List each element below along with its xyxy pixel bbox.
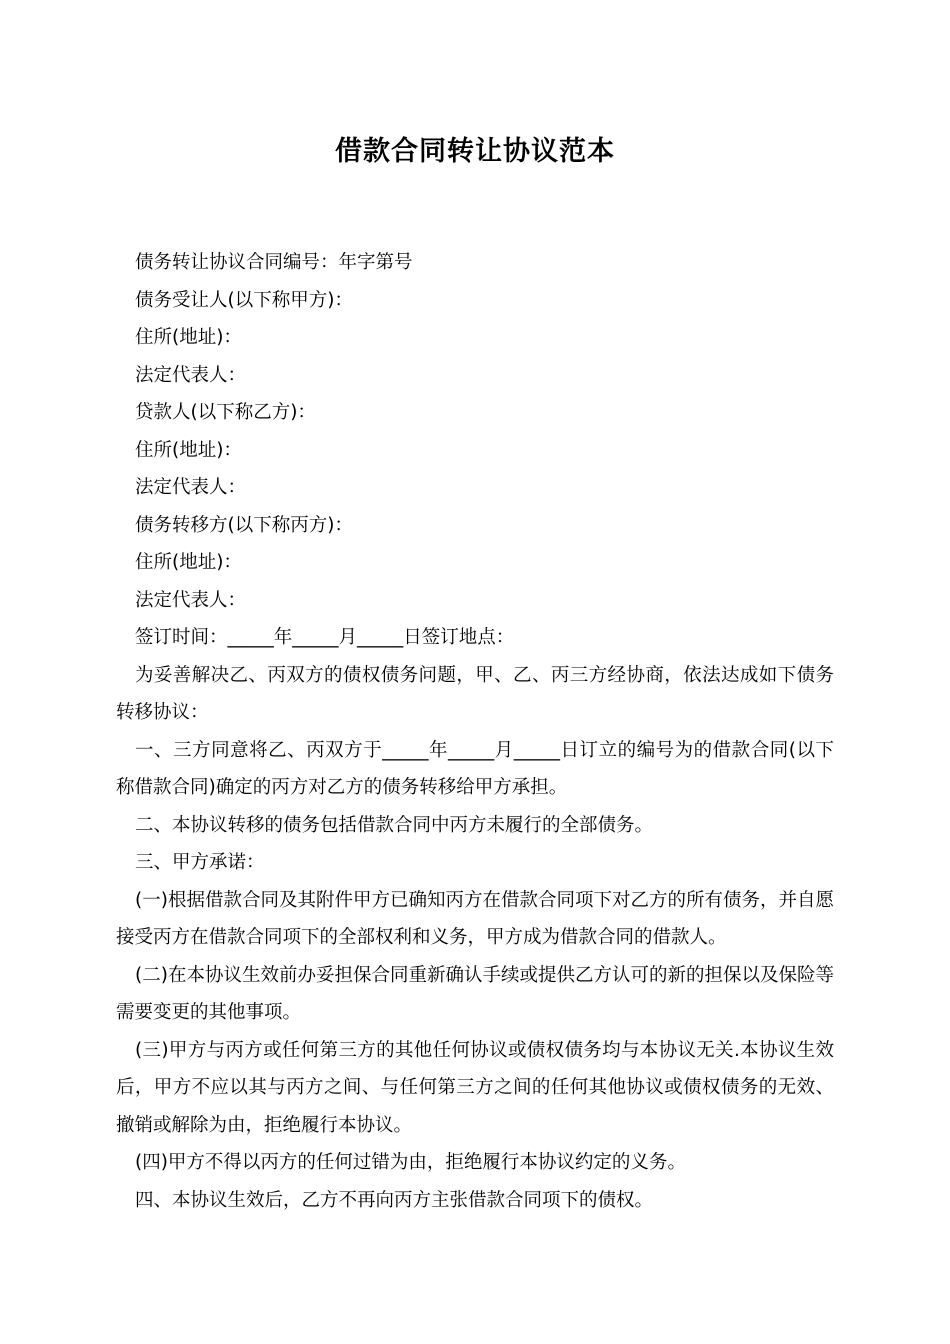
clause-3-item-4: (四)甲方不得以丙方的任何过错为由，拒绝履行本协议约定的义务。 <box>135 1152 686 1173</box>
clause-2-paragraph: 二、本协议转移的债务包括借款合同中丙方未履行的全部债务。 <box>135 814 654 836</box>
party-a-representative-line: 法定代表人： <box>135 364 247 386</box>
clause-4-paragraph: 四、本协议生效后，乙方不再向丙方主张借款合同项下的债权。 <box>135 1189 654 1211</box>
party-c-address-line: 住所(地址)： <box>135 552 242 573</box>
preamble-paragraph: 为妥善解决乙、丙双方的债权债务问题，甲、乙、丙三方经协商，依法达成如下债务转移协议： <box>116 664 834 723</box>
document-title: 借款合同转让协议范本 <box>335 136 615 167</box>
party-b-address-line: 住所(地址)： <box>135 439 242 461</box>
party-c-line: 债务转移方(以下称丙方)： <box>135 514 353 536</box>
clause-3-heading: 三、甲方承诺： <box>135 852 265 873</box>
party-c-representative-line: 法定代表人： <box>135 589 247 611</box>
party-a-address-line: 住所(地址)： <box>135 327 242 348</box>
signing-time-line: 签订时间：_____年_____月_____日签订地点： <box>135 627 515 648</box>
document-body <box>116 244 834 1219</box>
party-b-representative-line: 法定代表人： <box>135 477 247 498</box>
party-b-line: 贷款人(以下称乙方)： <box>135 402 316 423</box>
clause-3-item-1: (一)根据借款合同及其附件甲方已确知丙方在借款合同项下对乙方的所有债务，并自愿接受丙方在借款合同项下的全部权利和义务，甲方成为借款合同的借款人。 <box>116 889 834 948</box>
party-a-line: 债务受让人(以下称甲方)： <box>135 289 353 311</box>
clause-1-paragraph: 一、三方同意将乙、丙双方于_____年_____月_____日订立的编号为的借款合同(以下称借款合同)确定的丙方对乙方的债务转移给甲方承担。 <box>116 739 834 798</box>
clause-3-item-2: (二)在本协议生效前办妥担保合同重新确认手续或提供乙方认可的新的担保以及保险等需要变更的其他事项。 <box>116 964 834 1023</box>
contract-number-line: 债务转让协议合同编号：年字第号 <box>135 252 413 273</box>
clause-3-item-3: (三)甲方与丙方或任何第三方的其他任何协议或债权债务均与本协议无关.本协议生效后，甲方不应以其与丙方之间、与任何第三方之间的任何其他协议或债权债务的无效、撤销或解除为由，拒绝履行本协议。 <box>116 1039 834 1136</box>
